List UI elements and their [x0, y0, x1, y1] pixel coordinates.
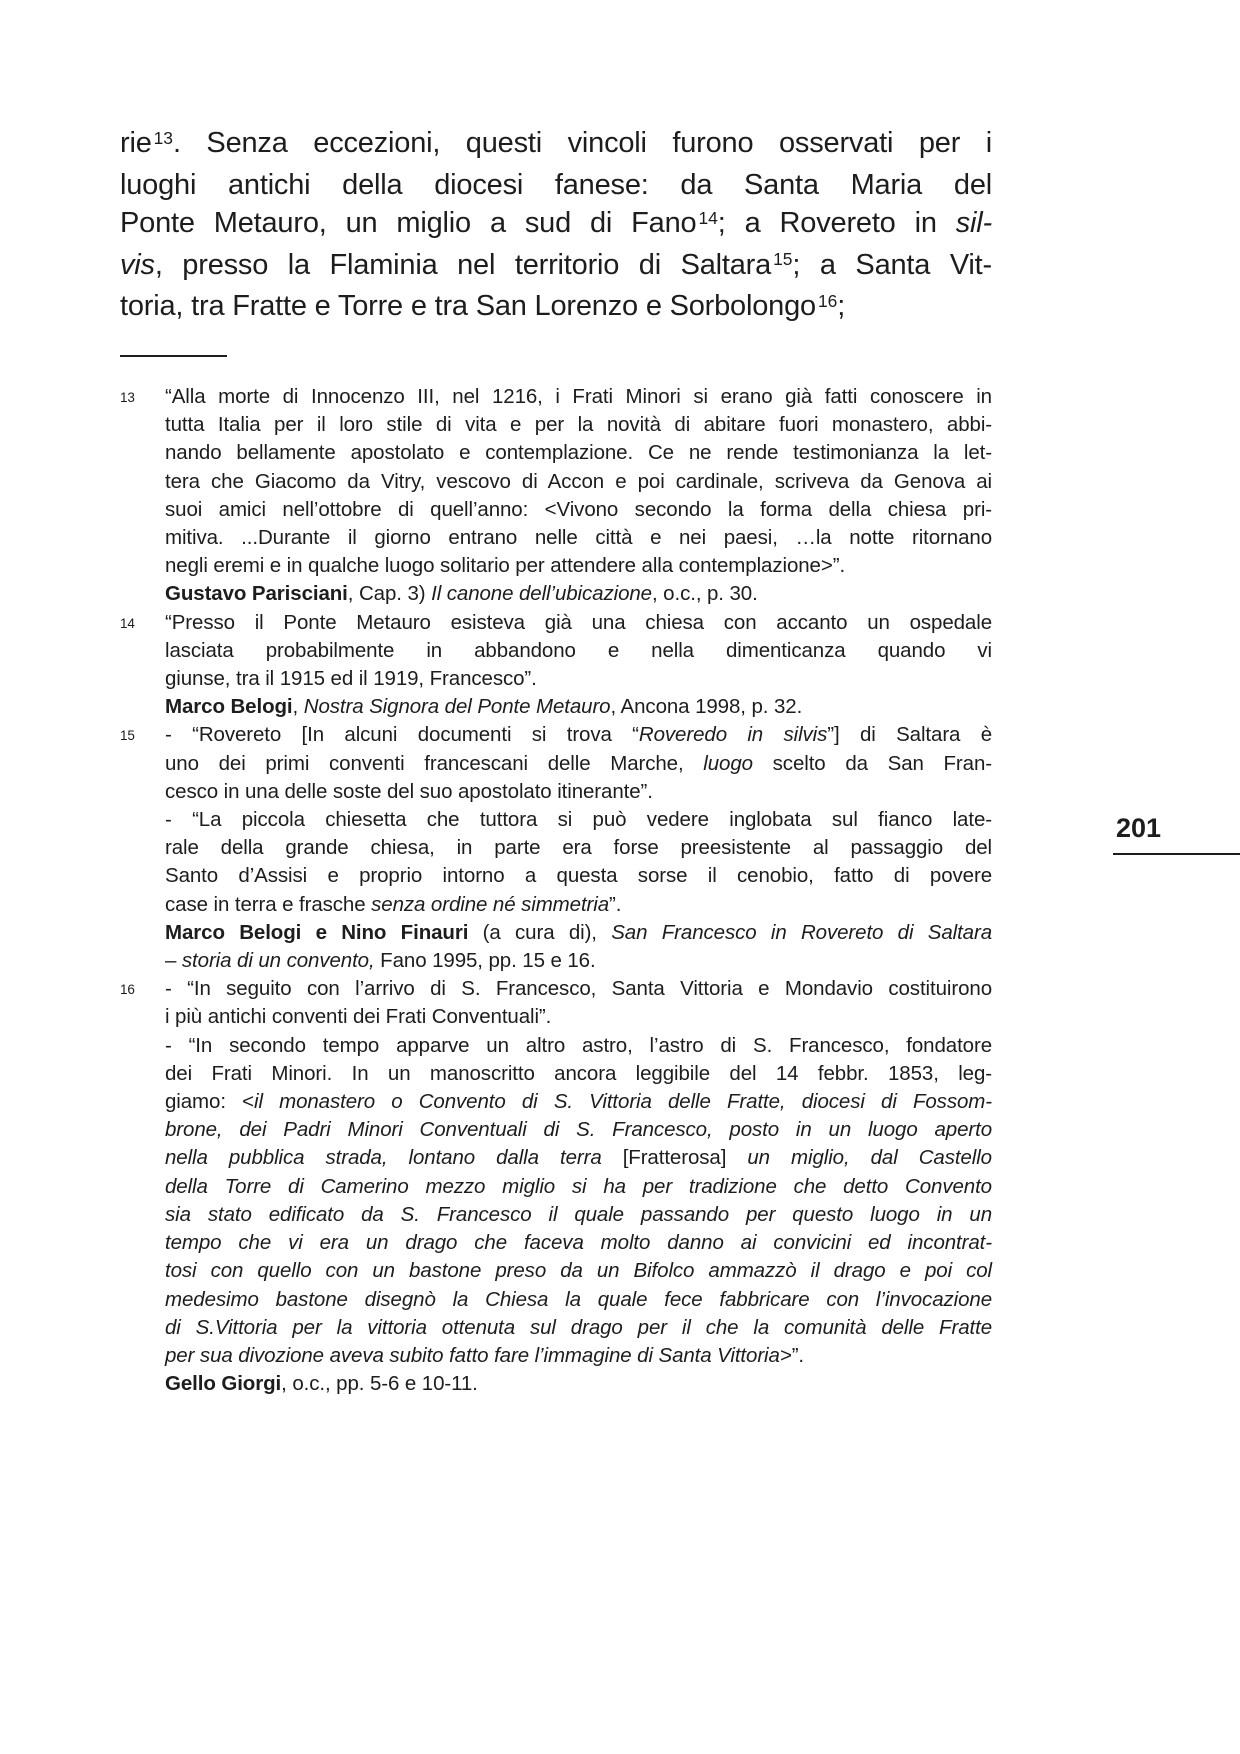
text-segment: 15 — [773, 249, 793, 270]
text-segment: - “In seguito con l’arrivo di S. Francesco, Santa Vittoria e Mondavio costituirono — [165, 977, 992, 1001]
text-segment: 16 — [817, 291, 838, 312]
text-segment: Ponte Metauro, un miglio a sud di Fano — [120, 207, 697, 240]
text-line — [165, 524, 992, 552]
text-segment: toria, tra Fratte e Torre e tra San Lorenzo e Sorbolongo — [120, 290, 816, 323]
text-line — [165, 1201, 992, 1229]
text-segment: Marco Belogi — [165, 695, 293, 719]
text-segment: - “La piccola chiesetta che tuttora si può vedere inglobata sul fianco late- — [165, 808, 992, 832]
footnote-paragraph — [165, 1370, 992, 1398]
footnote-paragraph — [165, 383, 992, 580]
text-segment: luogo — [703, 751, 753, 775]
footnotes-section — [120, 383, 992, 1398]
text-segment: tera che Giacomo da Vitry, vescovo di Accon e poi cardinale, scriveva da Genova ai — [165, 469, 992, 493]
text-segment: ”. — [791, 1343, 805, 1367]
text-segment: , presso la Flaminia nel territorio di Saltara — [154, 248, 772, 281]
text-segment: , Cap. 3) — [347, 582, 432, 606]
text-line — [165, 1370, 992, 1398]
text-line — [165, 1116, 992, 1144]
text-line — [165, 1003, 992, 1031]
text-segment: tutta Italia per il loro stile di vita e per la novità di abitare fuori monastero, abbi- — [165, 413, 992, 437]
text-segment: Santo d’Assisi e proprio intorno a questa sorse il cenobio, fatto di povere — [165, 864, 992, 888]
footnote-marker: 13 — [120, 390, 135, 405]
text-segment: San Francesco in Rovereto di Saltara — [611, 920, 993, 944]
text-line — [120, 204, 992, 246]
text-segment: Il canone dell’ubicazione — [431, 582, 652, 606]
text-segment: sil- — [955, 207, 992, 240]
text-line — [165, 439, 992, 467]
text-line — [165, 806, 992, 834]
text-segment: ; — [837, 290, 846, 323]
text-segment: ”. — [609, 892, 622, 916]
text-line — [165, 411, 992, 439]
text-segment: – storia di un convento, — [165, 949, 375, 973]
text-line — [165, 383, 992, 411]
footnote-separator-rule — [120, 355, 227, 357]
text-segment: , o.c., p. 30. — [651, 582, 758, 606]
text-line — [165, 891, 992, 919]
text-segment: il monastero o Convento di S. Vittoria delle Fratte, diocesi di Fossom- — [254, 1090, 992, 1114]
text-segment: ; a Rovereto in — [717, 207, 956, 240]
text-line — [165, 1173, 992, 1201]
text-segment: di S.Vittoria per la vittoria ottenuta sul drago per il che la comunità delle Fratte — [165, 1315, 992, 1339]
text-segment: Nostra Signora del Ponte Metauro — [303, 695, 611, 719]
text-segment: ”] di Saltara è — [827, 723, 993, 747]
footnote — [120, 383, 992, 609]
text-segment: rale della grande chiesa, in parte era forse preesistente al passaggio del — [165, 836, 992, 860]
text-segment: nella pubblica strada, lontano dalla terra — [165, 1146, 623, 1170]
footnote-paragraph — [165, 1032, 992, 1370]
text-line — [165, 1144, 992, 1172]
footnote-paragraph — [165, 806, 992, 919]
text-line — [120, 124, 992, 166]
text-segment: vis — [120, 248, 155, 281]
text-segment: per sua divozione aveva subito fatto fare l’immagine di Santa Vittoria> — [165, 1343, 792, 1367]
text-line — [165, 1088, 992, 1116]
text-segment: uno dei primi conventi francescani delle Marche, — [165, 751, 704, 775]
text-segment: senza ordine né simmetria — [371, 892, 610, 916]
text-segment: i più antichi conventi dei Frati Conventuali”. — [165, 1005, 552, 1029]
text-segment: , o.c., pp. 5-6 e 10-11. — [281, 1372, 478, 1396]
text-segment: , — [292, 695, 304, 719]
text-segment: suoi amici nell’ottobre di quell’anno: <Vivono secondo la forma della chiesa pri- — [165, 497, 992, 521]
footnote-marker: 14 — [120, 615, 135, 631]
text-line — [165, 834, 992, 862]
main-paragraph — [120, 124, 992, 329]
text-segment: ; a Santa Vit- — [792, 248, 992, 281]
text-line — [165, 1229, 992, 1257]
text-line — [165, 975, 992, 1003]
text-line — [165, 552, 992, 580]
text-line — [165, 1286, 992, 1314]
text-segment: - “Rovereto [In alcuni documenti si trova “ — [165, 723, 639, 747]
text-line — [165, 580, 992, 608]
text-segment: tempo che vi era un drago che faceva molto danno ai convicini ed incontrat- — [165, 1231, 992, 1255]
footnote — [120, 721, 992, 975]
text-segment: mitiva. ...Durante il giorno entrano nelle città e nei paesi, …la notte ritornano — [165, 526, 992, 550]
footnote-paragraph — [165, 721, 992, 806]
footnote-paragraph — [165, 693, 992, 721]
text-line — [165, 665, 992, 693]
text-segment: lasciata probabilmente in abbandono e nella dimenticanza quando vi — [165, 638, 992, 662]
footnote-marker: 16 — [120, 982, 135, 998]
footnote-marker: 15 — [120, 728, 135, 744]
footnote-body — [165, 975, 992, 1398]
text-line — [165, 609, 992, 637]
text-segment: (a cura di), — [468, 920, 612, 944]
text-segment: “Alla morte di Innocenzo III, nel 1216, i Frati Minori si erano già fatti conoscere in — [165, 385, 992, 408]
text-segment: luoghi antichi della diocesi fanese: da Santa Maria del — [120, 168, 992, 201]
text-segment: Marco Belogi e Nino Finauri — [165, 920, 469, 944]
text-line — [165, 468, 992, 496]
text-line — [120, 287, 992, 329]
text-segment: Fano 1995, pp. 15 e 16. — [374, 949, 596, 973]
text-segment: rie — [120, 127, 152, 159]
text-segment: Gustavo Parisciani — [165, 582, 348, 606]
text-line — [120, 166, 992, 205]
text-segment: 13 — [153, 127, 173, 148]
text-segment: 14 — [698, 207, 718, 228]
text-line — [165, 1032, 992, 1060]
text-line — [165, 1060, 992, 1088]
page-number: 201 — [1116, 813, 1162, 843]
text-line — [165, 496, 992, 524]
footnote-paragraph — [165, 609, 992, 694]
text-segment: sia stato edificato da S. Francesco il quale passando per questo luogo in un — [165, 1202, 992, 1226]
text-segment: nando bellamente apostolato e contemplazione. Ce ne rende testimonianza la let- — [165, 441, 992, 465]
text-segment: dei Frati Minori. In un manoscritto ancora leggibile del 14 febbr. 1853, leg- — [165, 1061, 992, 1085]
text-segment: - “In secondo tempo apparve un altro astro, l’astro di S. Francesco, fondatore — [165, 1033, 992, 1057]
text-line — [165, 693, 992, 721]
text-line — [165, 1257, 992, 1285]
text-line — [165, 721, 992, 749]
footnote — [120, 609, 992, 722]
text-segment: Roveredo in silvis — [638, 723, 828, 747]
text-segment: negli eremi e in qualche luogo solitario per attendere alla contemplazione>”. — [165, 554, 846, 578]
text-segment: un miglio, dal Castello — [726, 1146, 992, 1170]
text-line — [165, 1342, 992, 1370]
text-segment: medesimo bastone disegnò la Chiesa la quale fece fabbricare con l’invocazione — [165, 1287, 992, 1311]
text-line — [165, 947, 992, 975]
footnote-body — [165, 383, 992, 609]
text-segment: scelto da San Fran- — [752, 751, 992, 775]
footnote — [120, 975, 992, 1398]
text-line — [165, 1314, 992, 1342]
text-segment: della Torre di Camerino mezzo miglio si ha per tradizione che detto Convento — [165, 1174, 992, 1198]
page-number-rule — [1113, 853, 1240, 855]
text-line — [165, 750, 992, 778]
footnote-body — [165, 609, 992, 722]
footnote-paragraph — [165, 580, 992, 608]
text-segment: . Senza eccezioni, questi vincoli furono osservati per i — [172, 127, 992, 159]
text-segment: brone, dei Padri Minori Conventuali di S. Francesco, posto in un luogo aperto — [165, 1118, 992, 1142]
text-line — [120, 246, 992, 288]
text-line — [165, 919, 992, 947]
text-segment: tosi con quello con un bastone preso da un Bifolco ammazzò il drago e poi col — [165, 1259, 992, 1283]
text-segment: Gello Giorgi — [165, 1372, 282, 1396]
text-line — [165, 778, 992, 806]
text-segment: “Presso il Ponte Metauro esisteva già una chiesa con accanto un ospedale — [165, 610, 992, 634]
text-segment: giamo: < — [165, 1090, 254, 1114]
text-segment: , Ancona 1998, p. 32. — [610, 695, 803, 719]
text-line — [165, 637, 992, 665]
text-line — [165, 862, 992, 890]
footnote-paragraph — [165, 919, 992, 975]
text-segment: [Fratterosa] — [622, 1146, 727, 1170]
text-segment: cesco in una delle soste del suo apostolato itinerante”. — [165, 779, 653, 803]
text-segment: giunse, tra il 1915 ed il 1919, Francesco”. — [165, 667, 537, 691]
text-segment: case in terra e frasche — [165, 892, 372, 916]
footnote-body — [165, 721, 992, 975]
footnote-paragraph — [165, 975, 992, 1031]
